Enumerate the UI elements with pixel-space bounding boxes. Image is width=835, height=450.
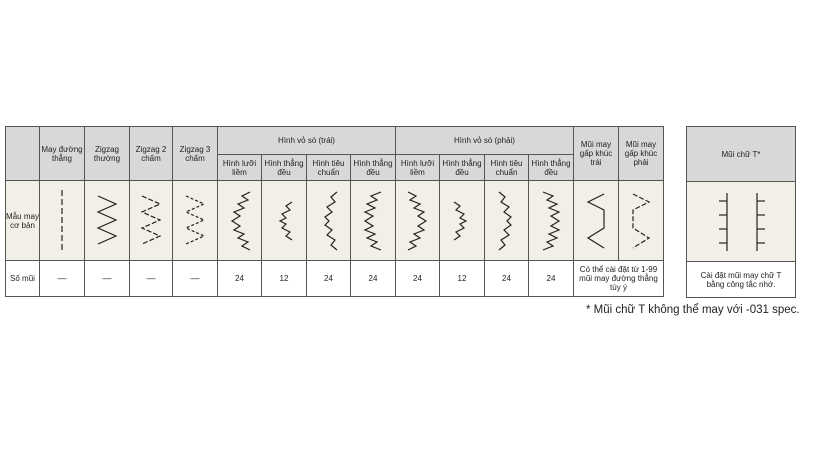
header-fold-right: Mũi may gấp khúc phải	[619, 127, 664, 181]
fold-note: Có thể cài đặt từ 1-99 mũi may đường thẳng tùy ý	[574, 261, 664, 297]
subheader-right-even2: Hình thẳng đều	[529, 155, 574, 181]
row-label-count: Số mũi	[6, 261, 40, 297]
count-right-even: 12	[440, 261, 485, 297]
pattern-scallop-left-even2	[351, 181, 396, 261]
header-straight: May đường thẳng	[40, 127, 85, 181]
subheader-right-even: Hình thẳng đều	[440, 155, 485, 181]
t-stitch-header: Mũi chữ T*	[687, 127, 796, 182]
pattern-scallop-left-even	[262, 181, 307, 261]
pattern-fold-left	[574, 181, 619, 261]
header-zigzag-3dot: Zigzag 3 chấm	[173, 127, 218, 181]
count-right-standard: 24	[485, 261, 529, 297]
header-scallop-right: Hình vỏ sò (phải)	[396, 127, 574, 155]
pattern-zigzag-normal	[85, 181, 130, 261]
subheader-left-crescent: Hình lưỡi liềm	[218, 155, 262, 181]
corner-cell	[6, 127, 40, 181]
pattern-scallop-right-even	[440, 181, 485, 261]
row-label-pattern: Mẫu may cơ bản	[6, 181, 40, 261]
count-right-even2: 24	[529, 261, 574, 297]
pattern-zigzag-2dot	[130, 181, 173, 261]
t-stitch-note: Cài đặt mũi may chữ T bằng công tắc nhớ.	[687, 262, 796, 298]
pattern-scallop-right-crescent	[396, 181, 440, 261]
t-stitch-table	[686, 126, 796, 298]
subheader-right-standard: Hình tiêu chuẩn	[485, 155, 529, 181]
pattern-scallop-right-even2	[529, 181, 574, 261]
header-scallop-left: Hình vỏ sò (trái)	[218, 127, 396, 155]
count-straight: —	[40, 261, 85, 297]
count-left-even2: 24	[351, 261, 396, 297]
pattern-scallop-left-standard	[307, 181, 351, 261]
pattern-zigzag-3dot	[173, 181, 218, 261]
pattern-scallop-right-standard	[485, 181, 529, 261]
pattern-straight	[40, 181, 85, 261]
subheader-right-crescent: Hình lưỡi liềm	[396, 155, 440, 181]
footnote: * Mũi chữ T không thể may với -031 spec.	[586, 304, 800, 316]
subheader-left-even: Hình thẳng đều	[262, 155, 307, 181]
stitch-pattern-table	[5, 126, 664, 297]
count-right-crescent: 24	[396, 261, 440, 297]
count-zigzag-3dot: —	[173, 261, 218, 297]
header-zigzag-2dot: Zigzag 2 chấm	[130, 127, 173, 181]
count-left-standard: 24	[307, 261, 351, 297]
header-zigzag-normal: Zigzag thường	[85, 127, 130, 181]
pattern-t-stitch	[687, 182, 796, 262]
pattern-fold-right	[619, 181, 664, 261]
count-left-crescent: 24	[218, 261, 262, 297]
subheader-left-even2: Hình thẳng đều	[351, 155, 396, 181]
count-zigzag-normal: —	[85, 261, 130, 297]
count-left-even: 12	[262, 261, 307, 297]
pattern-scallop-left-crescent	[218, 181, 262, 261]
subheader-left-standard: Hình tiêu chuẩn	[307, 155, 351, 181]
header-fold-left: Mũi may gấp khúc trái	[574, 127, 619, 181]
count-zigzag-2dot: —	[130, 261, 173, 297]
